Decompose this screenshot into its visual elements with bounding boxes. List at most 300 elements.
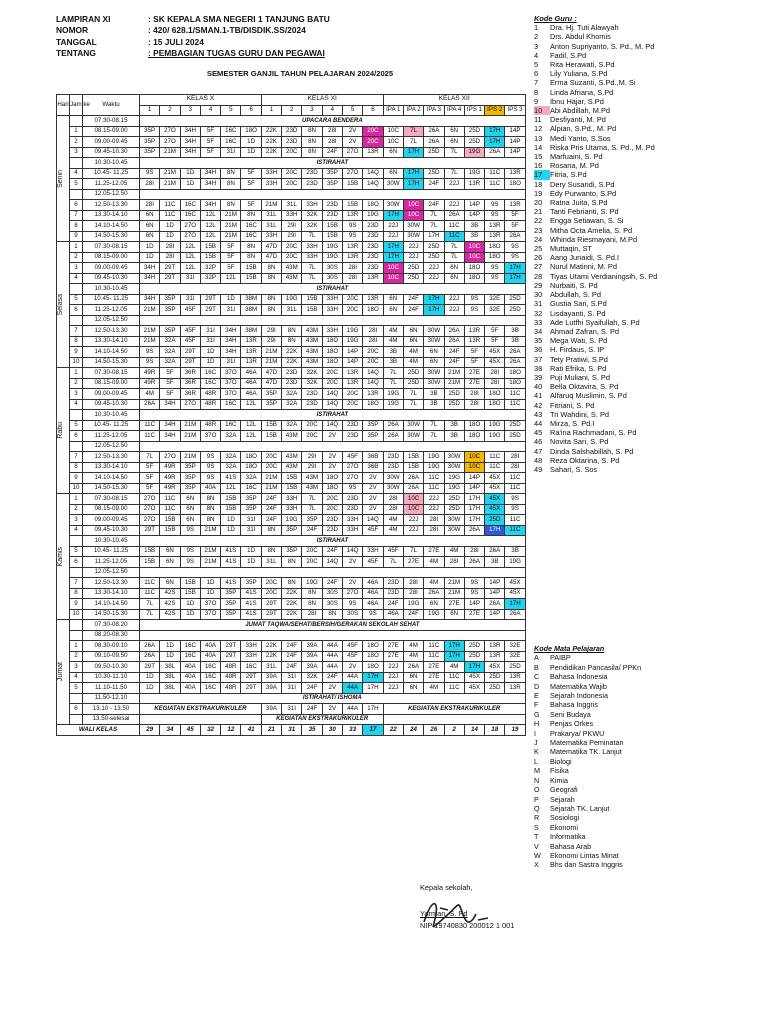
schedule-cell: 24F — [322, 546, 342, 557]
schedule-cell: 20C — [342, 399, 362, 410]
schedule-cell: 15B — [261, 420, 281, 431]
schedule-cell: 37O — [221, 368, 241, 379]
schedule-cell: 7L — [424, 431, 444, 442]
schedule-cell: 25D — [403, 378, 423, 389]
schedule-cell: 25D — [505, 420, 525, 431]
schedule-cell: 23D — [383, 462, 403, 473]
schedule-cell: 20C — [261, 578, 281, 589]
time-cell: 14.10-14.50 — [83, 347, 140, 358]
subject-item — [534, 710, 764, 719]
schedule-cell: 44A — [322, 641, 342, 652]
subject-code: W — [534, 850, 541, 860]
schedule-cell: 35P — [180, 473, 200, 484]
time-cell: 10.30-10.45 — [83, 536, 140, 547]
teacher-item — [534, 262, 764, 271]
schedule-cell: 38L — [160, 662, 180, 673]
subject-name: Biologi — [550, 756, 572, 766]
subject-name: Geografi — [550, 785, 578, 795]
schedule-cell: 27O — [180, 399, 200, 410]
teacher-item — [534, 235, 764, 244]
table-row — [57, 420, 526, 431]
schedule-cell: 28I — [485, 378, 505, 389]
schedule-cell: 9S — [485, 263, 505, 274]
schedule-cell: 13R — [464, 179, 484, 190]
schedule-cell: 17H — [403, 147, 423, 158]
schedule-cell: 11C — [505, 525, 525, 536]
schedule-cell: 20C — [322, 368, 342, 379]
teacher-no: 18 — [534, 179, 543, 189]
schedule-cell: 11C — [485, 179, 505, 190]
teacher-name: Lily Yuliana, S.Pd — [550, 69, 608, 79]
subject-name: Bahasa Inggris — [550, 700, 598, 710]
schedule-cell: 23D — [363, 221, 383, 232]
schedule-cell: 29T — [221, 651, 241, 662]
table-row — [57, 662, 526, 673]
time-cell: 08.15-09.00 — [83, 378, 140, 389]
schedule-cell: 28I — [464, 546, 484, 557]
schedule-cell: 26A — [485, 546, 505, 557]
schedule-cell: 24F — [261, 515, 281, 526]
schedule-cell: 41S — [221, 578, 241, 589]
teacher-no: 17 — [534, 170, 550, 179]
teacher-no: 39 — [534, 372, 543, 382]
period-cell: 4 — [70, 273, 83, 284]
schedule-cell: 24F — [261, 504, 281, 515]
schedule-cell: 34H — [160, 420, 180, 431]
schedule-cell: 10C — [383, 273, 403, 284]
wali-cell: 19 — [505, 725, 525, 736]
schedule-cell: 43M — [302, 357, 322, 368]
schedule-cell: 45X — [464, 672, 484, 683]
schedule-cell: 16C — [180, 210, 200, 221]
header-key: LAMPIRAN XI — [56, 14, 111, 24]
schedule-cell: 17H — [383, 252, 403, 263]
table-row — [57, 158, 526, 169]
schedule-cell: 3B — [424, 399, 444, 410]
schedule-cell: 2V — [363, 473, 383, 484]
teacher-item — [534, 51, 764, 60]
teacher-no: 41 — [534, 391, 543, 401]
schedule-cell: 32P — [200, 273, 220, 284]
schedule-cell: 22K — [261, 137, 281, 148]
schedule-cell: 20C — [322, 504, 342, 515]
time-cell: 12.05-12.50 — [83, 189, 140, 200]
schedule-cell: 1D — [160, 651, 180, 662]
schedule-cell: 5F — [160, 368, 180, 379]
schedule-cell: 7L — [383, 557, 403, 568]
schedule-cell: 15B — [221, 494, 241, 505]
schedule-cell: 33H — [282, 494, 302, 505]
schedule-cell: 10C — [403, 200, 423, 211]
schedule-cell: 11C — [485, 452, 505, 463]
table-row — [57, 578, 526, 589]
schedule-cell: 27E — [424, 662, 444, 673]
schedule-cell: 41S — [221, 546, 241, 557]
teacher-item — [534, 189, 764, 198]
schedule-cell: 26A — [444, 326, 464, 337]
schedule-cell: 26A — [505, 357, 525, 368]
teacher-name: Riska Pris Utama, S. Pd., M. Pd — [550, 142, 655, 152]
schedule-cell: 31I — [221, 357, 241, 368]
schedule-cell: 6N — [140, 221, 160, 232]
schedule-cell: 49R — [140, 368, 160, 379]
teacher-name: Marfuaini, S. Pd — [550, 152, 603, 162]
schedule-cell: 48R — [200, 399, 220, 410]
time-cell: 09.45-10.30 — [83, 273, 140, 284]
subject-code: H — [534, 719, 540, 729]
semester-title: SEMESTER GANJIL TAHUN PELAJARAN 2024/2025 — [206, 69, 394, 78]
day-cell — [57, 494, 70, 620]
schedule-cell: 28I — [464, 389, 484, 400]
schedule-cell: 25D — [444, 494, 464, 505]
period-cell — [70, 441, 83, 452]
schedule-cell: 22J — [424, 504, 444, 515]
schedule-cell: 13R — [485, 231, 505, 242]
schedule-cell: 16C — [241, 231, 261, 242]
schedule-cell: 32E — [485, 305, 505, 316]
teacher-no: 34 — [534, 326, 543, 336]
schedule-cell: 45X — [485, 483, 505, 494]
time-cell: 09.00-09.45 — [83, 389, 140, 400]
teacher-no: 47 — [534, 446, 543, 456]
signature-title: Kepala sekolah, — [420, 883, 473, 892]
subject-name: Sejarah — [550, 794, 575, 804]
schedule-cell: 33H — [342, 515, 362, 526]
schedule-cell: 48R — [221, 662, 241, 673]
wali-cell: 14 — [464, 725, 484, 736]
schedule-cell: 6N — [403, 336, 423, 347]
schedule-cell: 43M — [282, 431, 302, 442]
schedule-cell: 35P — [363, 431, 383, 442]
schedule-cell: 35P — [221, 609, 241, 620]
schedule-cell: 9S — [200, 473, 220, 484]
schedule-cell: 11C — [505, 389, 525, 400]
schedule-cell: 9S — [464, 294, 484, 305]
schedule-cell: 27O — [140, 504, 160, 515]
schedule-cell: 16C — [221, 126, 241, 137]
subject-item — [534, 672, 764, 681]
period-cell: 7 — [70, 326, 83, 337]
schedule-cell: 31I — [282, 683, 302, 694]
table-row — [57, 284, 526, 295]
teacher-name: Muttaqin, ST — [550, 244, 592, 254]
schedule-cell: 46A — [241, 389, 261, 400]
schedule-cell: 33H — [302, 252, 322, 263]
table-row — [57, 483, 526, 494]
table-row — [57, 231, 526, 242]
schedule-cell: 21M — [200, 525, 220, 536]
teacher-item — [534, 419, 764, 428]
schedule-cell: 2V — [342, 578, 362, 589]
schedule-cell: 11C — [424, 473, 444, 484]
schedule-cell: 22K — [282, 357, 302, 368]
teacher-no: 23 — [534, 225, 543, 235]
table-row — [57, 462, 526, 473]
schedule-cell: 22K — [261, 651, 281, 662]
schedule-cell: 38L — [160, 683, 180, 694]
wali-cell: 12 — [221, 725, 241, 736]
schedule-cell: 9S — [363, 609, 383, 620]
schedule-cell: 31L — [282, 305, 302, 316]
schedule-cell: 26A — [424, 126, 444, 137]
schedule-cell: 49R — [160, 462, 180, 473]
schedule-cell: 6N — [424, 357, 444, 368]
schedule-cell: 27O — [342, 588, 362, 599]
schedule-cell: 11C — [505, 483, 525, 494]
time-cell: 14.50-15.30 — [83, 609, 140, 620]
teacher-no: 22 — [534, 216, 543, 226]
schedule-cell: 23D — [302, 389, 322, 400]
subject-name: Sejarah Indonesia — [550, 691, 608, 701]
subject-name: Bahasa Arab — [550, 841, 592, 851]
period-cell: 3 — [70, 263, 83, 274]
schedule-cell: 22J — [383, 662, 403, 673]
schedule-cell: 16C — [180, 200, 200, 211]
schedule-cell: 4M — [383, 525, 403, 536]
schedule-cell: 11C — [160, 504, 180, 515]
time-cell: 11.25-12.05 — [83, 557, 140, 568]
schedule-cell: 32A — [282, 389, 302, 400]
schedule-cell: 17H — [485, 525, 505, 536]
schedule-cell: 7L — [403, 126, 423, 137]
span-cell: ISTIRAHAT — [140, 410, 526, 421]
schedule-cell: 17H — [505, 273, 525, 284]
table-row — [57, 221, 526, 232]
header-key: TANGGAL — [56, 36, 97, 47]
period-cell: 4 — [70, 168, 83, 179]
schedule-cell: 27O — [140, 515, 160, 526]
teacher-item — [534, 143, 764, 152]
schedule-cell: 5F — [241, 200, 261, 211]
subject-code: E — [534, 691, 539, 701]
subject-code: G — [534, 709, 540, 719]
teacher-name: Nurul Matinni, M. Pd — [550, 262, 617, 272]
subject-item — [534, 860, 764, 869]
schedule-cell: 39A — [261, 683, 281, 694]
table-row — [57, 273, 526, 284]
schedule-cell: 29T — [200, 305, 220, 316]
schedule-cell: 32E — [505, 651, 525, 662]
header-key: TENTANG — [56, 48, 96, 59]
schedule-cell: 1D — [221, 515, 241, 526]
period-cell — [70, 536, 83, 547]
schedule-cell: 9S — [464, 305, 484, 316]
teacher-item — [534, 97, 764, 106]
teacher-name: Alfaruq Muslimin, S. Pd — [550, 391, 627, 401]
schedule-cell: 15B — [200, 252, 220, 263]
period-cell: 1 — [70, 126, 83, 137]
schedule-cell: 8N — [302, 137, 322, 148]
time-cell: 13.50-selesai — [83, 714, 140, 725]
schedule-cell: 10C — [464, 462, 484, 473]
schedule-cell: 29I — [282, 221, 302, 232]
schedule-cell: 16C — [221, 420, 241, 431]
schedule-cell: 17H — [424, 305, 444, 316]
teacher-name: Linda Afriana, S.Pd — [550, 87, 614, 97]
schedule-cell: 26A — [424, 588, 444, 599]
schedule-cell: 15B — [221, 504, 241, 515]
schedule-cell: 15B — [180, 588, 200, 599]
schedule-cell: 8N — [261, 273, 281, 284]
schedule-cell: 22K — [282, 609, 302, 620]
schedule-cell: 16C — [200, 368, 220, 379]
schedule-cell: 5F — [464, 347, 484, 358]
period-cell: 6 — [70, 557, 83, 568]
table-row — [57, 672, 526, 683]
teacher-no: 15 — [534, 152, 543, 162]
subject-code: L — [534, 756, 538, 766]
subject-name: Matematika TK. Lanjut — [550, 747, 622, 757]
schedule-cell: 19G — [342, 326, 362, 337]
teacher-item — [534, 364, 764, 373]
schedule-cell: 28I — [444, 557, 464, 568]
schedule-cell: 25D — [424, 168, 444, 179]
schedule-cell: 41S — [241, 599, 261, 610]
schedule-cell: 20C — [363, 357, 383, 368]
schedule-cell: 21M — [444, 588, 464, 599]
schedule-cell: 16C — [221, 137, 241, 148]
schedule-cell: 25D — [464, 126, 484, 137]
wali-cell: 32 — [200, 725, 220, 736]
teacher-name: Alpian, S.Pd., M. Pd — [550, 124, 617, 134]
teacher-no: 25 — [534, 244, 543, 254]
schedule-cell: 7L — [140, 452, 160, 463]
span-cell — [383, 714, 525, 725]
schedule-cell: 30S — [322, 599, 342, 610]
class-group-header: KELAS XI — [261, 95, 383, 106]
schedule-cell: 33H — [241, 641, 261, 652]
schedule-cell: 7L — [424, 221, 444, 232]
schedule-cell: 7L — [424, 420, 444, 431]
schedule-cell: 6N — [403, 326, 423, 337]
subject-code: D — [534, 681, 540, 691]
schedule-cell: 18O — [363, 641, 383, 652]
schedule-cell: 2V — [322, 431, 342, 442]
schedule-cell: 11C — [444, 231, 464, 242]
subject-name: Kimia — [550, 775, 568, 785]
schedule-cell: 47D — [261, 242, 281, 253]
table-row — [57, 620, 526, 631]
schedule-cell: 4M — [403, 347, 423, 358]
teacher-name: Fitriani, S. Pd — [550, 400, 595, 410]
span-cell: UPACARA BENDERA — [140, 116, 526, 127]
schedule-cell: 24F — [403, 609, 423, 620]
schedule-cell: 18O — [241, 452, 261, 463]
schedule-cell: 13R — [505, 168, 525, 179]
schedule-cell: 3B — [485, 557, 505, 568]
schedule-cell: 17H — [464, 494, 484, 505]
teacher-no: 14 — [534, 142, 543, 152]
schedule-cell: 29T — [200, 294, 220, 305]
schedule-cell: 8N — [241, 210, 261, 221]
schedule-cell: 18O — [322, 347, 342, 358]
schedule-cell: 32A — [241, 473, 261, 484]
teacher-item — [534, 69, 764, 78]
schedule-cell: 25D — [444, 389, 464, 400]
signature-name: Yarman, S. Pd — [420, 909, 468, 918]
class-subheader: IPS 2 — [485, 105, 505, 116]
period-cell: 7 — [70, 210, 83, 221]
schedule-cell: 35P — [221, 599, 241, 610]
schedule-cell: 6N — [444, 273, 464, 284]
schedule-cell: 25D — [485, 683, 505, 694]
subject-name: Penjas Orkes — [550, 719, 594, 729]
schedule-cell: 21M — [180, 431, 200, 442]
schedule-cell: 30S — [322, 588, 342, 599]
schedule-cell: 35P — [241, 504, 261, 515]
period-cell: 2 — [70, 252, 83, 263]
subject-item — [534, 757, 764, 766]
schedule-cell: 36R — [180, 368, 200, 379]
schedule-cell: 11C — [160, 210, 180, 221]
teacher-item — [534, 345, 764, 354]
schedule-cell: 25D — [505, 305, 525, 316]
teacher-name: Tanti Febrianti, S. Pd — [550, 207, 619, 217]
period-cell: 8 — [70, 462, 83, 473]
schedule-cell: 22J — [383, 672, 403, 683]
schedule-cell: 25D — [403, 263, 423, 274]
schedule-cell: 20C — [261, 588, 281, 599]
table-row — [57, 410, 526, 421]
schedule-cell: 28I — [505, 452, 525, 463]
table-row — [57, 179, 526, 190]
subject-name: Matematika Peminatan — [550, 738, 624, 748]
subject-code: M — [534, 766, 540, 776]
time-cell: 09.45-10.30 — [83, 399, 140, 410]
wali-cell: 2 — [444, 725, 464, 736]
schedule-cell: 1D — [241, 557, 261, 568]
teacher-name: Aang Junaidi, S. Pd.I — [550, 253, 620, 263]
schedule-cell: 30W — [403, 231, 423, 242]
span-cell — [140, 567, 526, 578]
schedule-cell: 12L — [200, 210, 220, 221]
schedule-cell: 4M — [403, 357, 423, 368]
wali-cell: 35 — [302, 725, 322, 736]
schedule-cell: 14Q — [322, 389, 342, 400]
schedule-cell: 23D — [383, 578, 403, 589]
schedule-cell: 9S — [485, 200, 505, 211]
schedule-cell: 29T — [180, 357, 200, 368]
schedule-cell: 7L — [302, 273, 322, 284]
schedule-cell: 13R — [363, 294, 383, 305]
time-cell: 10.45- 11.25 — [83, 168, 140, 179]
teacher-name: Ra'ina Rachmadani, S. Pd — [550, 428, 637, 438]
class-subheader: IPS 1 — [464, 105, 484, 116]
schedule-cell: 22J — [444, 305, 464, 316]
teacher-item — [534, 382, 764, 391]
schedule-cell: 27E — [383, 641, 403, 652]
schedule-cell: 29I — [302, 452, 322, 463]
schedule-cell: 32A — [160, 336, 180, 347]
schedule-cell: 36R — [180, 378, 200, 389]
schedule-cell: 21M — [200, 546, 220, 557]
schedule-cell: 32A — [221, 431, 241, 442]
schedule-cell: 34H — [140, 273, 160, 284]
schedule-cell: 25D — [424, 252, 444, 263]
schedule-cell: 32E — [485, 294, 505, 305]
table-row — [57, 305, 526, 316]
schedule-cell: 38M — [241, 294, 261, 305]
schedule-cell: 23D — [363, 263, 383, 274]
schedule-cell: 31L — [282, 200, 302, 211]
teacher-item — [534, 198, 764, 207]
schedule-cell: 7L — [383, 378, 403, 389]
teacher-item — [534, 281, 764, 290]
schedule-cell: 11C — [140, 431, 160, 442]
period-cell: 8 — [70, 336, 83, 347]
schedule-cell: 8N — [241, 252, 261, 263]
schedule-cell: 28I — [140, 200, 160, 211]
